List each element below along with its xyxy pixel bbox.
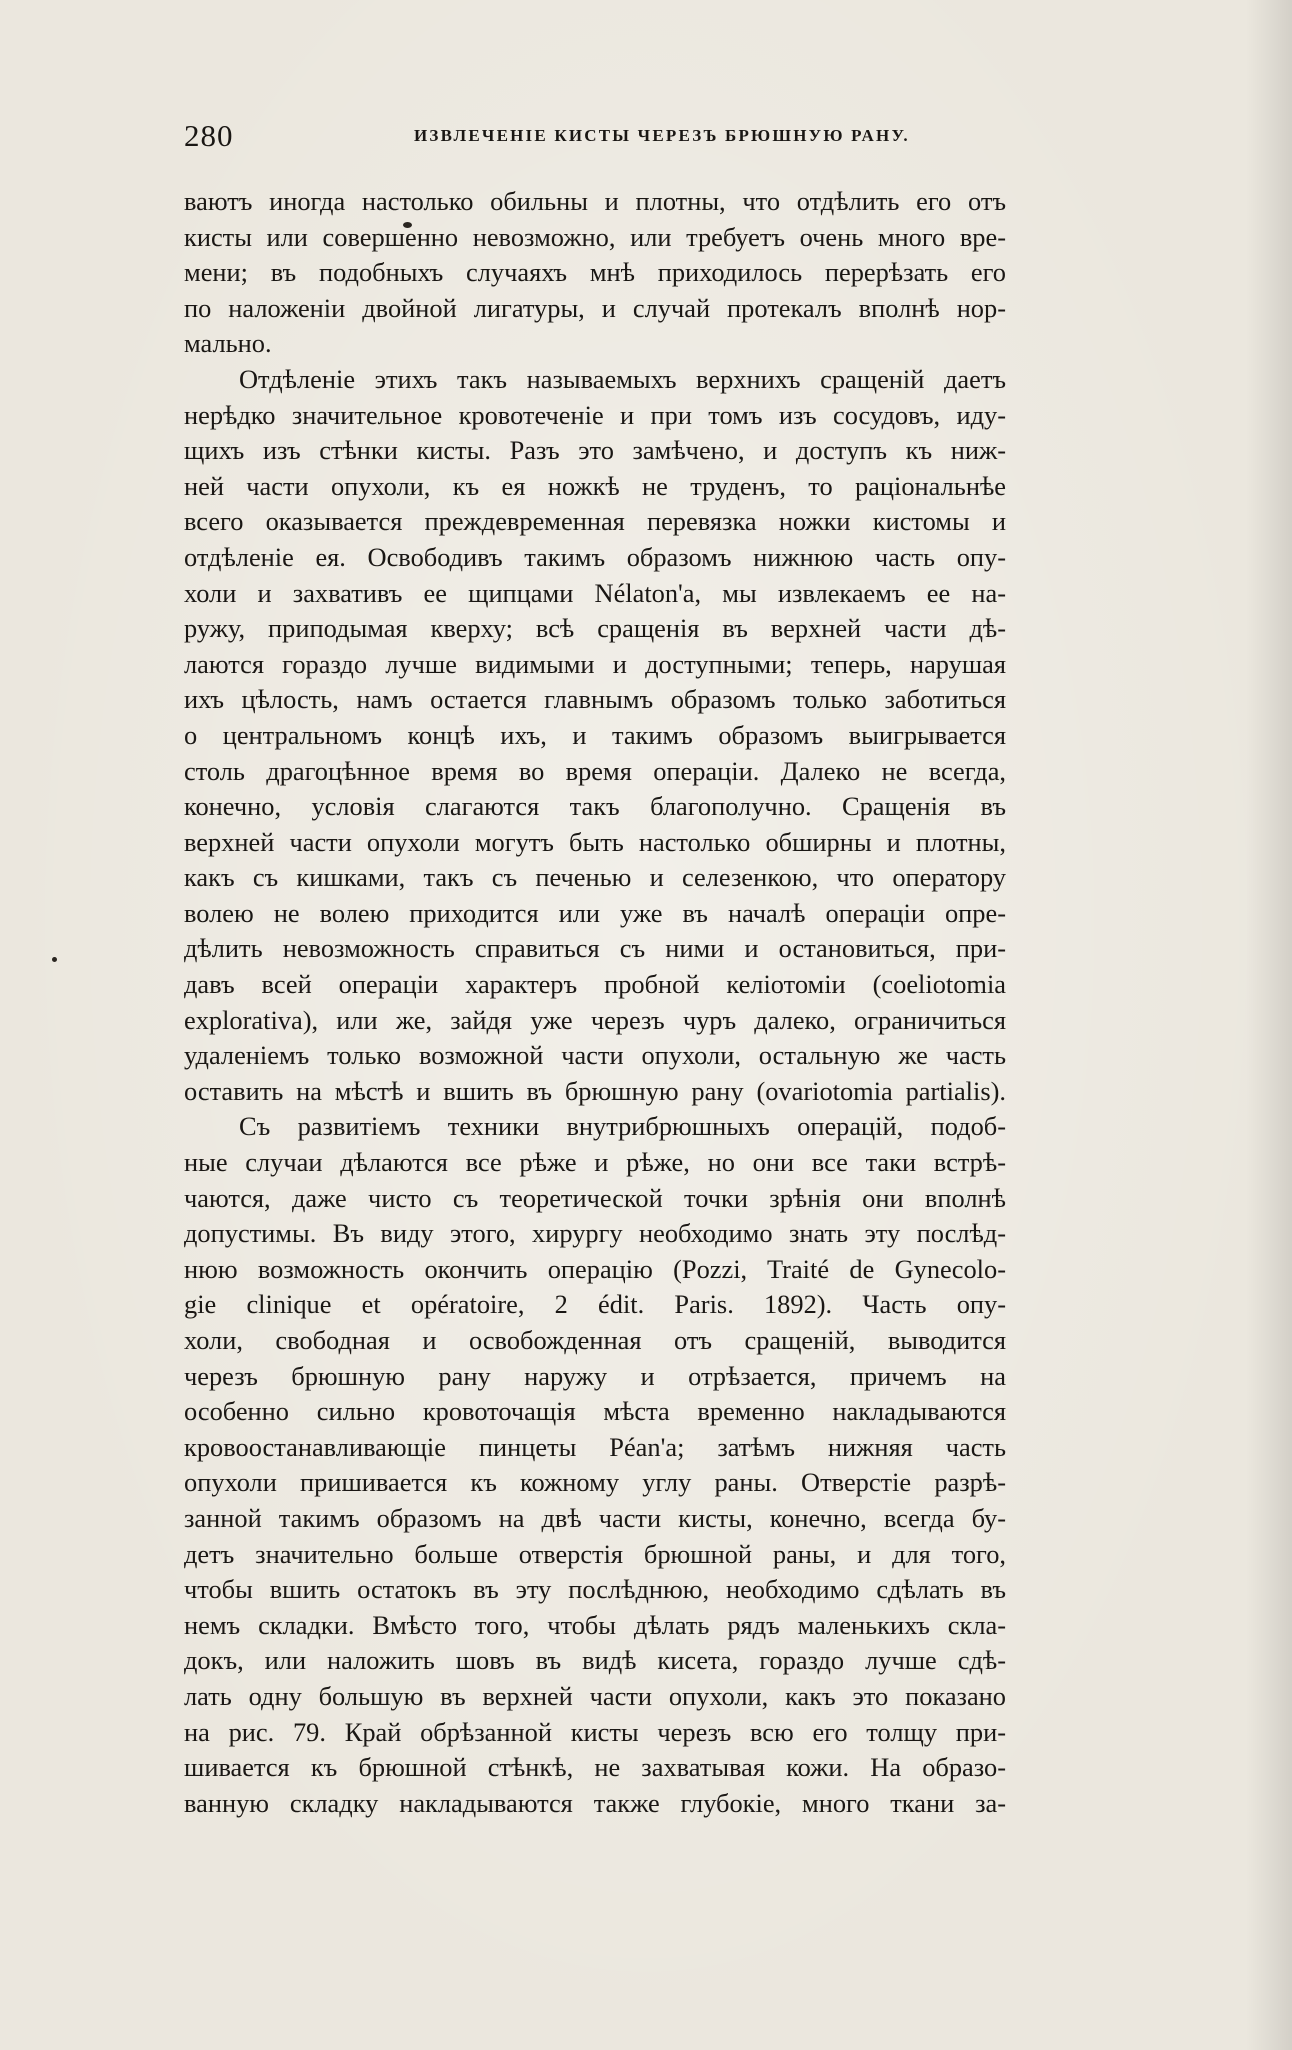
text-line: отдѣленіе ея. Освободивъ такимъ образомъ нижнюю часть опу- xyxy=(184,541,1006,572)
text-line: чтобы вшить остатокъ въ эту послѣднюю, необходимо сдѣлать въ xyxy=(184,1574,1006,1605)
body-text xyxy=(184,184,1006,1821)
text-line: детъ значительно больше отверстія брюшной раны, и для того, xyxy=(184,1538,1006,1569)
text-line: давъ всей операціи характеръ пробной келіотоміи (coeliotomia xyxy=(184,969,1006,1000)
text-line: холи и захвативъ ее щипцами Nélaton'а, мы извлекаемъ ее на- xyxy=(184,577,1006,608)
text-line: нерѣдко значительное кровотеченіе и при томъ изъ сосудовъ, иду- xyxy=(184,399,1006,430)
text-line: черезъ брюшную рану наружу и отрѣзается, причемъ на xyxy=(184,1360,1006,1391)
text-line: нюю возможность окончить операцію (Pozzi, Traité de Gynecolo- xyxy=(184,1253,1006,1284)
text-line: лаются гораздо лучше видимыми и доступными; теперь, нарушая xyxy=(184,648,1006,679)
text-line: опухоли пришивается къ кожному углу раны. Отверстіе разрѣ- xyxy=(184,1467,1006,1498)
running-head: ИЗВЛЕЧЕНІЕ КИСТЫ ЧЕРЕЗЪ БРЮШНУЮ РАНУ. xyxy=(414,126,910,145)
text-line: занной такимъ образомъ на двѣ части кисты, конечно, всегда бу- xyxy=(184,1502,1006,1533)
text-line: шивается къ брюшной стѣнкѣ, не захватывая кожи. На образо- xyxy=(184,1752,1006,1783)
text-line: конечно, условія слагаются такъ благополучно. Сращенія въ xyxy=(184,791,1006,822)
text-line: немъ складки. Вмѣсто того, чтобы дѣлать рядъ маленькихъ скла- xyxy=(184,1609,1006,1640)
text-line: ваютъ иногда настолько обильны и плотны, что отдѣлить его отъ xyxy=(184,186,1006,216)
text-line: всего оказывается преждевременная перевязка ножки кистомы и xyxy=(184,506,1006,537)
text-line: верхней части опухоли могутъ быть настолько обширны и плотны, xyxy=(184,826,1006,857)
text-line: ружу, приподымая кверху; всѣ сращенія въ верхней части дѣ- xyxy=(184,613,1006,644)
text-line: дѣлить невозможность справиться съ ними и остановиться, при- xyxy=(184,933,1006,964)
text-line: на рис. 79. Край обрѣзанной кисты черезъ всю его толщу при- xyxy=(184,1716,1006,1747)
text-line: щихъ изъ стѣнки кисты. Разъ это замѣчено, и доступъ къ ниж- xyxy=(184,435,1006,466)
page-gutter-shadow xyxy=(1246,0,1292,2050)
text-line: ихъ цѣлость, намъ остается главнымъ образомъ только заботиться xyxy=(184,684,1006,715)
text-line: кровоостанавливающіе пинцеты Péan'а; затѣмъ нижняя часть xyxy=(184,1431,1006,1462)
text-line: кисты или совершенно невозможно, или требуетъ очень много вре- xyxy=(184,221,1006,252)
text-line: мени; въ подобныхъ случаяхъ мнѣ приходилось перерѣзать его xyxy=(184,257,1006,288)
text-line: ней части опухоли, къ ея ножкѣ не труденъ, то раціональнѣе xyxy=(184,470,1006,501)
text-line: оставить на мѣстѣ и вшить въ брюшную рану (ovariotomia partialis). xyxy=(184,1075,1006,1106)
text-line: докъ, или наложить шовъ въ видѣ кисета, гораздо лучше сдѣ- xyxy=(184,1645,1006,1676)
text-line: столь драгоцѣнное время во время операціи. Далеко не всегда, xyxy=(184,755,1006,786)
text-line: особенно сильно кровоточащія мѣста временно накладываются xyxy=(184,1396,1006,1427)
text-line: Съ развитіемъ техники внутрибрюшныхъ операцій, подоб- xyxy=(239,1111,1006,1142)
page-header xyxy=(184,116,1004,156)
text-line: холи, свободная и освобожденная отъ сращеній, выводится xyxy=(184,1325,1006,1355)
text-line: какъ съ кишками, такъ съ печенью и селезенкою, что оператору xyxy=(184,862,1006,893)
margin-dot xyxy=(52,957,57,962)
text-line: gie clinique et opératoire, 2 édit. Paris. 1892). Часть опу- xyxy=(184,1289,1006,1320)
text-line: exploratіva), или же, зайдя уже черезъ чуръ далеко, ограничиться xyxy=(184,1004,1006,1035)
text-line: Отдѣленіе этихъ такъ называемыхъ верхнихъ сращеній даетъ xyxy=(239,363,1006,394)
text-line: волею не волею приходится или уже въ началѣ операціи опре- xyxy=(184,897,1006,928)
text-line: удаленіемъ только возможной части опухоли, остальную же часть xyxy=(184,1040,1006,1071)
page-number: 280 xyxy=(184,118,234,153)
text-line: допустимы. Въ виду этого, хирургу необходимо знать эту послѣд- xyxy=(184,1218,1006,1249)
text-line: мально. xyxy=(184,328,272,359)
text-line: лать одну большую въ верхней части опухоли, какъ это показано xyxy=(184,1680,1006,1711)
text-line: ные случаи дѣлаются все рѣже и рѣже, но они все таки встрѣ- xyxy=(184,1147,1006,1178)
text-line: ванную складку накладываются также глубокіе, много ткани за- xyxy=(184,1787,1006,1818)
text-line: чаются, даже чисто съ теоретической точки зрѣнія они вполнѣ xyxy=(184,1182,1006,1213)
text-line: о центральномъ концѣ ихъ, и такимъ образомъ выигрывается xyxy=(184,719,1006,750)
text-line: по наложеніи двойной лигатуры, и случай протекалъ вполнѣ нор- xyxy=(184,292,1006,323)
